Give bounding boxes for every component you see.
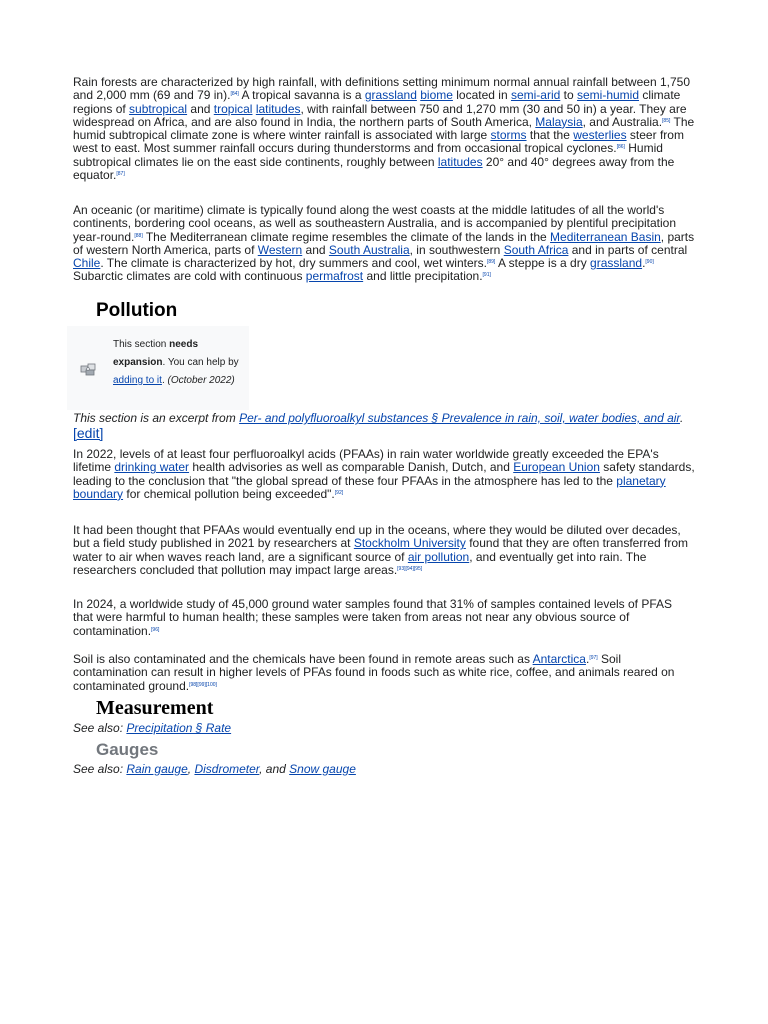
link-tropical[interactable]: tropical <box>213 101 253 116</box>
text: A tropical savanna is a <box>238 88 365 103</box>
text: This section <box>113 339 170 350</box>
link-malaysia[interactable]: Malaysia <box>535 114 583 129</box>
text: . <box>161 375 168 386</box>
text: to <box>560 88 577 103</box>
notice-date: (October 2022) <box>167 375 235 386</box>
paragraph-oceanic <box>73 204 695 284</box>
text: Soil is also contaminated and the chemicals have been found in remote areas such as <box>73 652 533 666</box>
text: Rain forests are characterized by high rainfall, with definitions setting minimum normal annual rainfall between 1,750 and 2,000 mm (69 and 79 in). <box>73 75 690 103</box>
citation[interactable]: [96] <box>151 626 160 633</box>
paragraph-rainforest <box>73 76 695 182</box>
text: . The climate is characterized by hot, dry summers and cool, wet winters. <box>100 256 487 271</box>
link-adding-to-it[interactable]: adding to it <box>113 375 162 386</box>
link-rain-gauge[interactable]: Rain gauge <box>126 762 188 776</box>
paragraph-pfaa-oceans <box>73 524 695 577</box>
section-heading-gauges: Gauges <box>96 740 159 759</box>
text: for chemical pollution being exceeded". <box>123 486 335 501</box>
link-grassland-2[interactable]: grassland <box>590 256 643 271</box>
link-chile[interactable]: Chile <box>73 256 101 271</box>
citation[interactable]: [88] <box>134 232 143 239</box>
link-disdrometer[interactable]: Disdrometer <box>194 762 260 776</box>
text: steer from west to east. Most summer rainfall occurs during thunderstorms and from occasional tropical cyclones. <box>73 128 684 156</box>
text: and <box>302 242 329 257</box>
puzzle-icon <box>80 362 98 376</box>
section-heading-pollution: Pollution <box>96 300 178 321</box>
text: It had been thought that PFAAs would eventually end up in the oceans, where they would be diluted over decades, but a field study published in 2021 by researchers at <box>73 523 681 551</box>
link-antarctica[interactable]: Antarctica <box>532 652 586 666</box>
expansion-notice-text <box>113 336 241 390</box>
paragraph-groundwater-2024 <box>73 598 695 638</box>
link-permafrost[interactable]: permafrost <box>305 269 364 284</box>
text: This section is an excerpt from <box>73 411 240 425</box>
link-subtropical[interactable]: subtropical <box>129 101 188 116</box>
text: . <box>585 652 590 666</box>
text: , and <box>259 762 290 776</box>
citation[interactable]: [93][94][95] <box>397 565 423 572</box>
text: . <box>642 256 646 271</box>
text: and little precipitation. <box>363 269 483 284</box>
link-precipitation-rate[interactable]: Precipitation § Rate <box>126 721 232 735</box>
see-also-precipitation <box>73 721 231 736</box>
text: climate regions of <box>73 88 681 116</box>
text: In 2022, levels of at least four perfluoroalkyl acids (PFAAs) in rain water worldwide greatly exceeded the EPA's lifetime <box>73 447 659 475</box>
link-stockholm-university[interactable]: Stockholm University <box>353 536 466 551</box>
text: 20° and 40° degrees away from the equator. <box>73 154 675 183</box>
link-semi-humid[interactable]: semi-humid <box>577 88 640 103</box>
link-european-union[interactable]: European Union <box>513 460 600 475</box>
link-south-australia[interactable]: South Australia <box>328 242 410 257</box>
link-drinking-water[interactable]: drinking water <box>114 460 190 475</box>
text: See also: <box>73 762 127 776</box>
expansion-notice-box <box>67 326 249 410</box>
text: , and Australia. <box>582 114 663 129</box>
citation[interactable]: [84] <box>230 91 239 98</box>
text: In 2024, a worldwide study of 45,000 ground water samples found that 31% of samples contained levels of PFAS that were harmful to human health; these samples were taken from areas not near any obvious source of contamination. <box>73 597 673 638</box>
text: that the <box>526 128 574 143</box>
text: located in <box>452 88 511 103</box>
paragraph-pfaa-2022 <box>73 448 695 501</box>
text: . You can help by <box>162 357 239 368</box>
link-grassland[interactable]: grassland <box>364 88 417 103</box>
text: Soil contamination can result in higher levels of PFAs found in foods such as white rice, coffee, and animals reared on contaminated ground. <box>73 652 675 693</box>
text-bold: needs expansion <box>113 339 199 368</box>
excerpt-note <box>73 411 695 442</box>
edit-link[interactable]: [edit] <box>73 425 104 441</box>
citation[interactable]: [86] <box>616 144 625 151</box>
text: , and eventually get into rain. The researchers concluded that pollution may impact large areas. <box>73 549 647 577</box>
text: safety standards, leading to the conclusion that "the global spread of these four PFAAs in the atmosphere has led to the <box>73 460 695 488</box>
citation[interactable]: [90] <box>645 259 654 266</box>
text: and in parts of central <box>568 242 688 257</box>
link-western[interactable]: Western <box>257 242 303 257</box>
text: , parts of western North America, parts of <box>73 229 695 257</box>
text: A steppe is a dry <box>495 256 591 271</box>
citation[interactable]: [98][99][100] <box>189 681 217 688</box>
section-heading-measurement: Measurement <box>96 697 214 719</box>
text: The Mediterranean climate regime resembles the climate of the lands in the <box>142 229 551 244</box>
citation[interactable]: [97] <box>589 655 598 661</box>
link-latitudes[interactable]: latitudes <box>255 101 301 116</box>
see-also-gauges <box>73 762 356 777</box>
link-latitudes-2[interactable]: latitudes <box>437 154 483 169</box>
text: , <box>187 762 195 776</box>
text: Subarctic climates are cold with continuous <box>73 269 306 284</box>
link-semi-arid[interactable]: semi-arid <box>510 88 561 103</box>
text: and <box>187 101 214 116</box>
link-westerlies[interactable]: westerlies <box>573 128 627 143</box>
link-biome[interactable]: biome <box>420 88 453 103</box>
link-mediterranean-basin[interactable]: Mediterranean Basin <box>550 229 661 244</box>
citation[interactable]: [91] <box>482 272 491 279</box>
text: . <box>679 411 684 425</box>
text: , in southwestern <box>409 242 504 257</box>
link-pfas-prevalence[interactable]: Per- and polyfluoroalkyl substances § Prevalence in rain, soil, water bodies, and air <box>239 411 680 425</box>
citation[interactable]: [89] <box>486 259 496 266</box>
citation[interactable]: [92] <box>334 489 344 496</box>
citation[interactable]: [87] <box>116 171 125 178</box>
link-south-africa[interactable]: South Africa <box>503 242 569 257</box>
citation[interactable]: [85] <box>662 117 671 124</box>
text: found that they are often transferred from water to air when waves reach land, are a significant source of <box>73 536 688 564</box>
text: An oceanic (or maritime) climate is typically found along the west coasts at the middle latitudes of all the world's continents, bordering cool oceans, as well as southeastern Australia, and is accompanied by plentiful precipitation year-round. <box>73 203 677 244</box>
link-planetary-boundary[interactable]: planetary boundary <box>73 473 666 501</box>
link-air-pollution[interactable]: air pollution <box>407 549 470 564</box>
link-snow-gauge[interactable]: Snow gauge <box>289 762 356 776</box>
link-storms[interactable]: storms <box>490 128 527 143</box>
text: , with rainfall between 750 and 1,270 mm (30 and 50 in) a year. They are widespread on Africa, and are also found in India, the northern parts of South America, <box>73 101 687 129</box>
text: See also: <box>73 721 127 735</box>
text: health advisories as well as comparable Danish, Dutch, and <box>189 460 514 475</box>
text: The humid subtropical climate zone is where winter rainfall is associated with large <box>73 114 695 143</box>
paragraph-soil <box>73 653 695 693</box>
text: Humid subtropical climates lie on the east side continents, roughly between <box>73 141 663 169</box>
